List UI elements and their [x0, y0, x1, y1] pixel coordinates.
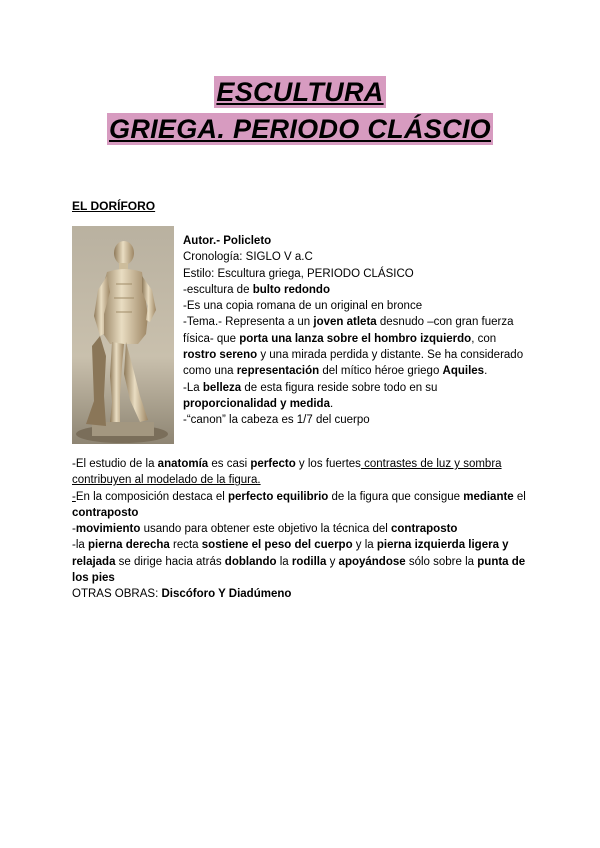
- type-line: -escultura de bulto redondo: [183, 283, 330, 296]
- other-works-line: OTRAS OBRAS: Discóforo Y Diadúmeno: [72, 588, 292, 601]
- document-title: [0, 76, 600, 145]
- section-heading: EL DORÍFORO: [72, 199, 156, 213]
- style-line: Estilo: Escultura griega, PERIODO CLÁSICO: [183, 267, 414, 280]
- artwork-info: [183, 233, 528, 429]
- theme-paragraph: -Tema.- Representa a un joven atleta desnudo –con gran fuerza física- que porta una lanza sobre el hombro izquierdo, con rostro sereno y una mirada perdida y distante. Se ha considerado como una representación del mítico héroe griego Aquiles.: [183, 316, 524, 378]
- analysis-text: [72, 456, 534, 603]
- copy-line: -Es una copia romana de un original en bronce: [183, 300, 423, 313]
- chronology-line: Cronología: SIGLO V a.C: [183, 251, 313, 264]
- beauty-paragraph: -La belleza de esta figura reside sobre todo en su proporcionalidad y medida.: [183, 381, 438, 410]
- title-line-1: ESCULTURA: [216, 77, 384, 107]
- doryphoros-statue-image: [72, 226, 174, 444]
- legs-paragraph: -la pierna derecha recta sostiene el peso del cuerpo y la pierna izquierda ligera y relajada se dirige hacia atrás doblando la rodilla y apoyándose sólo sobre la punta de los pies: [72, 539, 526, 585]
- movement-paragraph: -movimiento usando para obtener este objetivo la técnica del contraposto: [72, 523, 458, 536]
- author-line: Autor.- Policleto: [183, 235, 272, 247]
- composition-paragraph: -En la composición destaca el perfecto equilibrio de la figura que consigue mediante el contraposto: [72, 490, 526, 519]
- title-line-2: GRIEGA. PERIODO CLÁSCIO: [109, 114, 491, 144]
- anatomy-paragraph: -El estudio de la anatomía es casi perfecto y los fuertes contrastes de luz y sombra contribuyen al modelado de la figura.: [72, 458, 502, 487]
- canon-line: -“canon” la cabeza es 1/7 del cuerpo: [183, 414, 370, 427]
